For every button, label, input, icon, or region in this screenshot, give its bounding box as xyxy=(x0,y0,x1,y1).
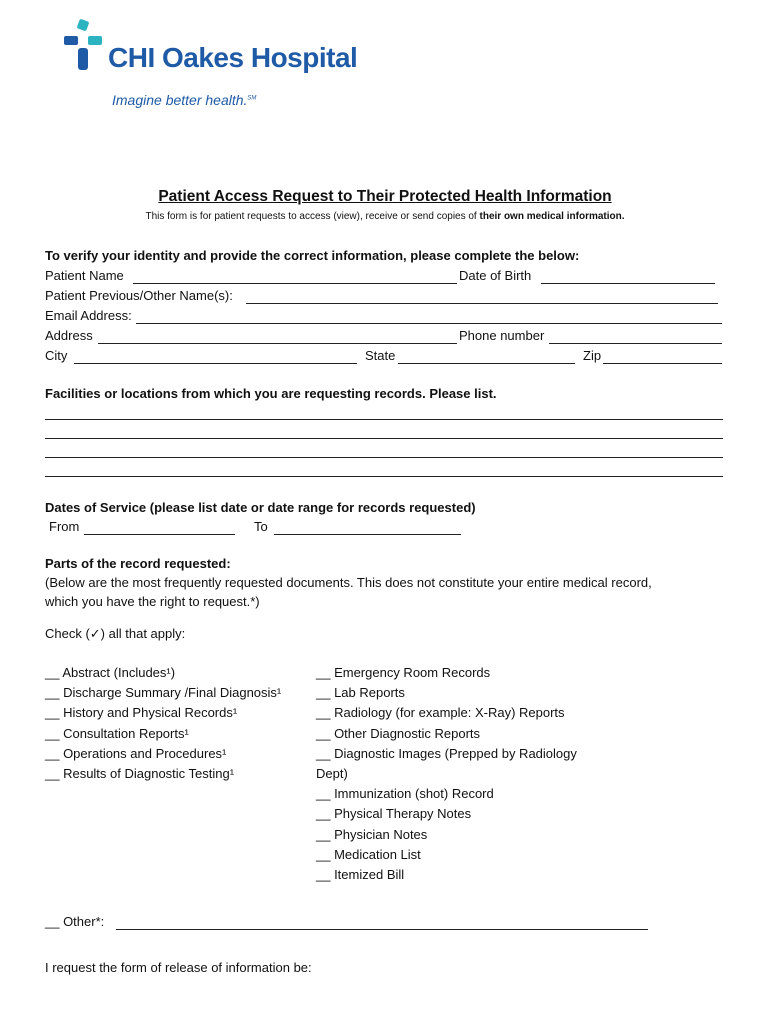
zip-field[interactable] xyxy=(603,363,722,364)
checklist-item-emergency-room[interactable]: __ Emergency Room Records xyxy=(316,665,491,680)
check-instruction: Check (✓) all that apply: xyxy=(45,626,186,641)
email-field[interactable] xyxy=(136,323,722,324)
hospital-logo xyxy=(64,18,384,118)
hospital-tagline: Imagine better health.℠ xyxy=(112,92,257,108)
checklist-item-lab-reports[interactable]: __ Lab Reports xyxy=(316,685,405,700)
checklist-item-radiology[interactable]: __ Radiology (for example: X-Ray) Reports xyxy=(316,705,565,720)
address-label: Address xyxy=(45,328,93,343)
facilities-line-3[interactable] xyxy=(45,457,723,458)
checklist-item-abstract[interactable]: __ Abstract (Includes¹) xyxy=(45,665,176,680)
checklist-item-diagnostic-images-cont: Dept) xyxy=(316,766,348,781)
dates-heading: Dates of Service (please list date or date range for records requested) xyxy=(45,500,476,515)
form-title: Patient Access Request to Their Protected Health Information xyxy=(158,188,612,205)
checklist-item-diagnostic-images[interactable]: __ Diagnostic Images (Prepped by Radiology xyxy=(316,746,577,761)
patient-name-label: Patient Name xyxy=(45,268,124,283)
form-subtitle: This form is for patient requests to access (view), receive or send copies of their own medical information. xyxy=(145,211,625,222)
checklist-item-itemized-bill[interactable]: __ Itemized Bill xyxy=(316,867,405,882)
checklist-item-history-physical[interactable]: __ History and Physical Records¹ xyxy=(45,705,238,720)
parts-note-line-1: (Below are the most frequently requested documents. This does not constitute your entire medical record, xyxy=(45,575,652,590)
parts-note-line-2: which you have the right to request.*) xyxy=(45,594,260,609)
other-label: __ Other*: xyxy=(45,914,105,929)
dob-field[interactable] xyxy=(541,283,715,284)
phone-field[interactable] xyxy=(549,343,722,344)
checklist-item-diagnostic-testing[interactable]: __ Results of Diagnostic Testing¹ xyxy=(45,766,235,781)
checklist-item-medication-list[interactable]: __ Medication List xyxy=(316,847,421,862)
checklist-item-discharge-summary[interactable]: __ Discharge Summary /Final Diagnosis¹ xyxy=(45,685,282,700)
city-label: City xyxy=(45,348,68,363)
email-label: Email Address: xyxy=(45,308,132,323)
patient-name-field[interactable] xyxy=(133,283,457,284)
service-mark: SM xyxy=(247,95,257,102)
state-field[interactable] xyxy=(398,363,575,364)
city-field[interactable] xyxy=(74,363,357,364)
state-label: State xyxy=(365,348,396,363)
facilities-heading: Facilities or locations from which you are requesting records. Please list. xyxy=(45,386,497,401)
to-date-field[interactable] xyxy=(274,534,461,535)
phone-label: Phone number xyxy=(459,328,545,343)
from-label: From xyxy=(49,519,80,534)
hospital-name: CHI Oakes Hospital xyxy=(108,42,358,73)
dob-label: Date of Birth xyxy=(459,268,532,283)
release-prompt: I request the form of release of information be: xyxy=(45,960,312,975)
checklist-item-other-diagnostic[interactable]: __ Other Diagnostic Reports xyxy=(316,726,481,741)
from-date-field[interactable] xyxy=(84,534,235,535)
address-field[interactable] xyxy=(98,343,457,344)
other-field[interactable] xyxy=(116,929,648,930)
facilities-line-4[interactable] xyxy=(45,476,723,477)
cross-logo-icon xyxy=(64,18,108,74)
checklist-item-physician-notes[interactable]: __ Physician Notes xyxy=(316,827,428,842)
checklist-item-operations[interactable]: __ Operations and Procedures¹ xyxy=(45,746,227,761)
facilities-line-1[interactable] xyxy=(45,419,723,420)
checklist-item-physical-therapy[interactable]: __ Physical Therapy Notes xyxy=(316,806,472,821)
parts-heading: Parts of the record requested: xyxy=(45,556,231,571)
checklist-item-immunization[interactable]: __ Immunization (shot) Record xyxy=(316,786,494,801)
identity-heading: To verify your identity and provide the correct information, please complete the below: xyxy=(45,248,580,263)
to-label: To xyxy=(254,519,268,534)
previous-names-label: Patient Previous/Other Name(s): xyxy=(45,288,233,303)
zip-label: Zip xyxy=(583,348,602,363)
checklist-item-consultation[interactable]: __ Consultation Reports¹ xyxy=(45,726,189,741)
facilities-line-2[interactable] xyxy=(45,438,723,439)
previous-names-field[interactable] xyxy=(246,303,718,304)
